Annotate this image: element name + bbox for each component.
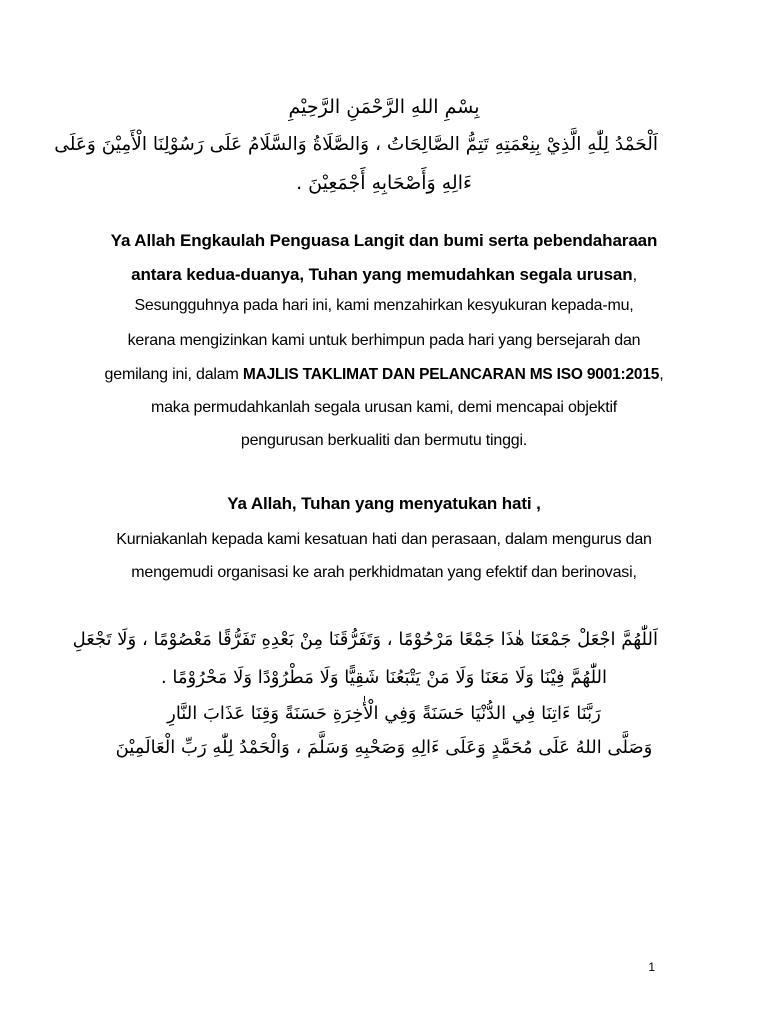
prayer-line-2 — [90, 265, 678, 285]
doa-line-1: اَللّٰهُمَّ اجْعَلْ جَمْعَنَا هٰذَا جَمْعًا مَرْحُوْمًا ، وَتَفَرُّقَنَا مِنْ بَعْدِهِ تَفَرُّقًا مَعْصُوْمًا ، وَلَا تَجْعَلِ — [72, 629, 658, 650]
page-number: 1 — [648, 960, 655, 974]
unity-line-1: Kurniakanlah kepada kami kesatuan hati dan perasaan, dalam mengurus dan — [116, 531, 652, 548]
prayer-line-5-pre: gemilang ini, dalam — [104, 366, 243, 383]
prayer-line-5-post: , — [659, 366, 664, 383]
prayer-line-7: pengurusan berkualiti dan bermutu tinggi. — [240, 432, 528, 449]
prayer-line-2-tail: , — [632, 267, 637, 284]
prayer-line-4: kerana mengizinkan kami untuk berhimpun pada hari yang bersejarah dan — [127, 332, 641, 349]
unity-line-2: mengemudi organisasi ke arah perkhidmatan yang efektif dan berinovasi, — [131, 564, 637, 581]
unity-heading: Ya Allah, Tuhan yang menyatukan hati , — [227, 494, 541, 513]
prayer-line-1: Ya Allah Engkaulah Penguasa Langit dan bumi serta pebendaharaan — [110, 231, 658, 250]
doa-line-2: اللّٰهُمَّ فِيْنَا وَلَا مَعَنَا وَلَا مَنْ يَتْبَعُنَا شَقِيًّا وَلَا مَطْرُوْدًا وَلَا مَحْرُوْمًا . — [160, 667, 608, 688]
hamdalah-line-1: اَلْحَمْدُ لِلّٰهِ الَّذِيْ بِنِعْمَتِهِ تَتِمُّ الصَّالِحَاتُ ، وَالصَّلَاةُ وَالسَّلَامُ عَلَى رَسُوْلِنَا الْأَمِيْنَ وَعَلَى — [54, 134, 658, 155]
prayer-line-5 — [90, 366, 678, 384]
doa-line-3: رَبَّنَا ءَاتِنَا فِي الدُّنْيَا حَسَنَةً وَفِي الْأٰخِرَةِ حَسَنَةً وَقِنَا عَذَابَ النَّارِ — [167, 703, 601, 724]
basmala: بِسْمِ اللهِ الرَّحْمَنِ الرَّحِيْمِ — [288, 96, 480, 118]
prayer-line-3: Sesungguhnya pada hari ini, kami menzahirkan kesyukuran kepada-mu, — [134, 297, 634, 314]
prayer-line-6: maka permudahkanlah segala urusan kami, demi mencapai objektif — [150, 399, 618, 416]
event-name: MAJLIS TAKLIMAT DAN PELANCARAN MS ISO 9001:2015 — [242, 366, 660, 383]
hamdalah-line-2: ءَالِهِ وَأَصْحَابِهِ أَجْمَعِيْنَ . — [296, 172, 472, 194]
prayer-line-2-bold: antara kedua-duanya, Tuhan yang memudahkan segala urusan — [131, 265, 633, 284]
doa-line-4: وَصَلَّى اللهُ عَلَى مُحَمَّدٍ وَعَلَى ءَالِهِ وَصَحْبِهِ وَسَلَّمَ ، وَالْحَمْدُ لِلّٰهِ رَبِّ الْعَالَمِيْنَ — [115, 737, 653, 758]
